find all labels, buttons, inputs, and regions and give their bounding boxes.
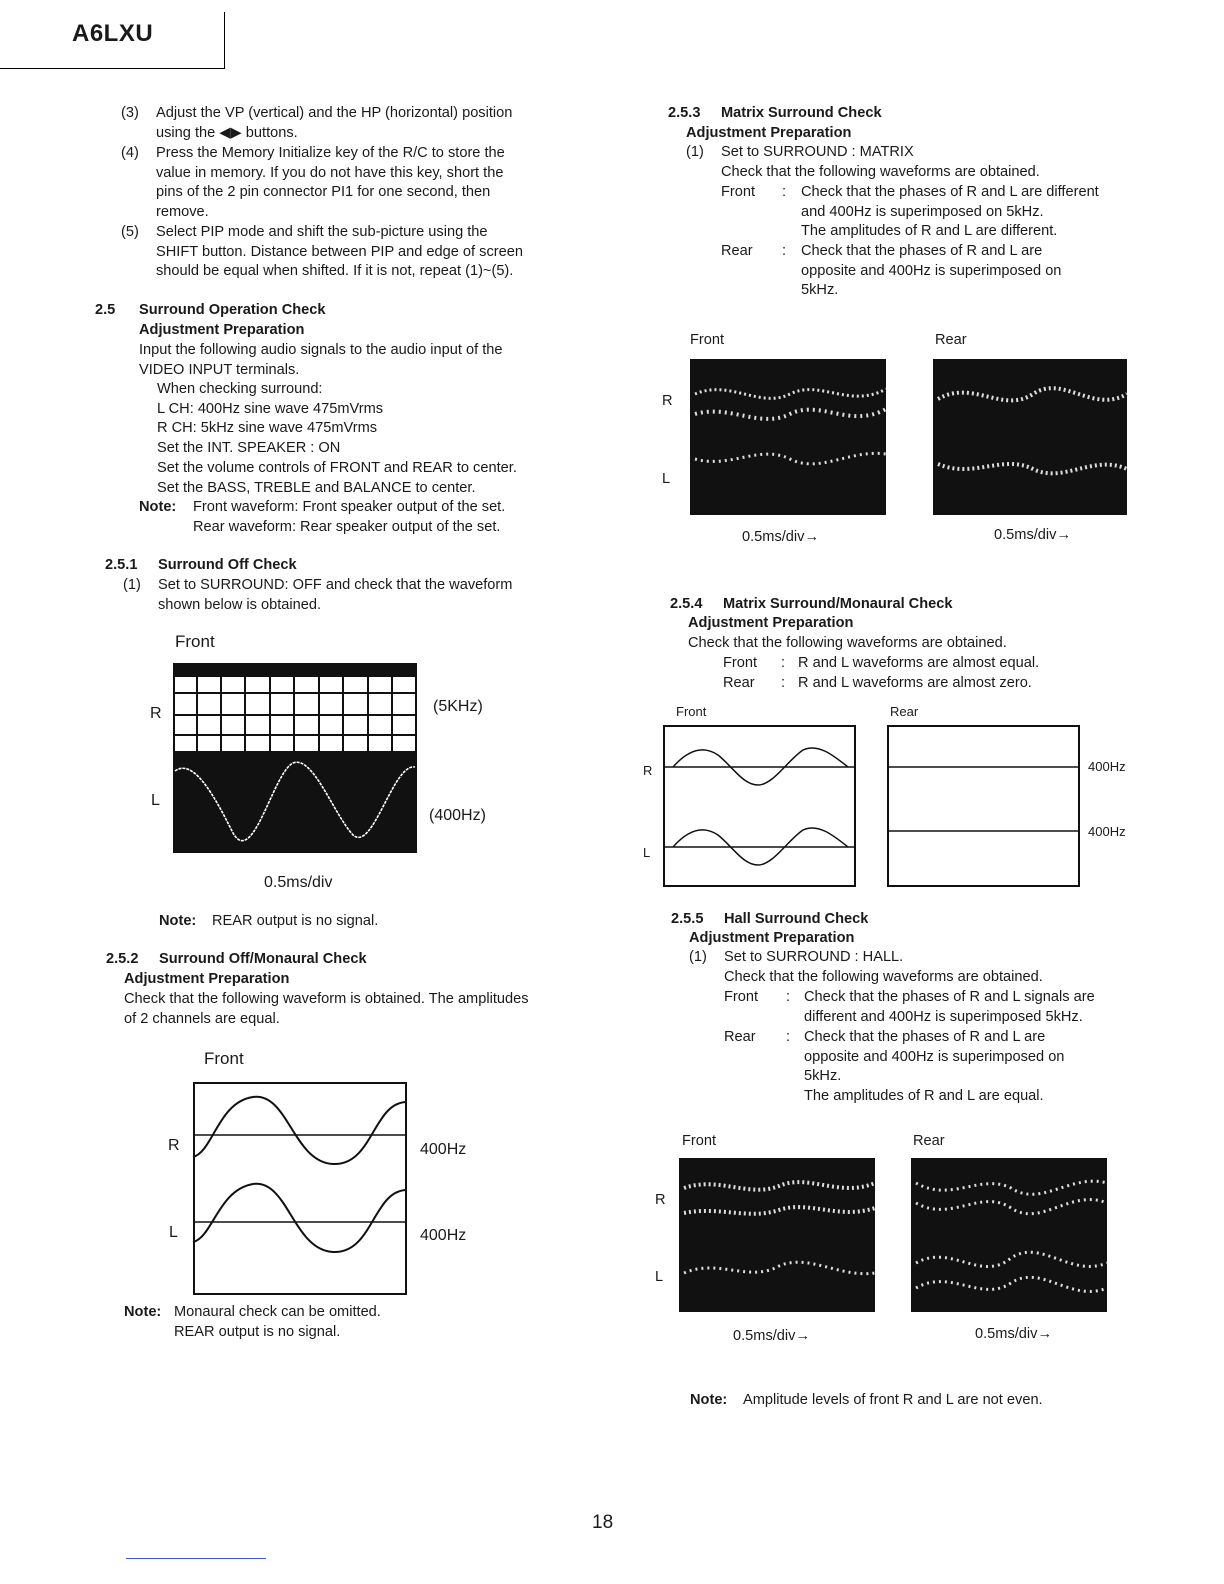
fig-254-f1: 400Hz <box>1088 759 1126 774</box>
fig-251-div: 0.5ms/div <box>264 874 333 891</box>
section-2-5-1-step: Set to SURROUND: OFF and check that the waveform shown below is obtained. <box>158 577 513 613</box>
section-2-5-4-title: Matrix Surround/Monaural Check <box>723 596 953 612</box>
fig-253-rear-scope <box>933 359 1127 515</box>
header-divider <box>224 12 225 69</box>
section-2-5-2-note: Monaural check can be omitted. REAR output is no signal. <box>174 1304 381 1340</box>
fig-252-r-label: R <box>168 1137 180 1154</box>
fig-254-front-scope <box>663 725 856 887</box>
fig-255-rear-scope <box>911 1158 1107 1312</box>
fig-254-r: R <box>643 763 653 778</box>
section-2-5-3-rear-label: Rear <box>721 243 753 259</box>
fig-255-l: L <box>655 1269 664 1285</box>
step-4-text: Press the Memory Initialize key of the R/C to store the value in memory. If you do not have this key, short the pins of the 2 pin connector PI1 for one second, then remove. <box>156 145 505 221</box>
fig-255-rear: Rear <box>913 1133 945 1149</box>
step-3-text: Adjust the VP (vertical) and the HP (horizontal) position using the ◀▶ buttons. <box>156 105 513 141</box>
section-2-5-2-title: Surround Off/Monaural Check <box>159 951 367 967</box>
fig-255-r: R <box>655 1192 666 1208</box>
section-2-5-items: When checking surround: L CH: 400Hz sine wave 475mVrms R CH: 5kHz sine wave 475mVrms Set the INT. SPEAKER : ON Set the volume controls of FRONT and REAR to center. Set the BASS, TREBLE and BALANCE to center. <box>157 381 517 496</box>
fig-254-rear: Rear <box>890 704 919 719</box>
section-2-5-5-check: Check that the following waveforms are obtained. <box>724 969 1043 985</box>
fig-254-rear-scope <box>887 725 1080 887</box>
section-2-5-4-rear-label: Rear <box>723 675 755 691</box>
fig-253-r: R <box>662 393 673 409</box>
section-2-5-3-front-label: Front <box>721 184 756 200</box>
fig-251-l-label: L <box>151 792 160 809</box>
section-2-5-4-rear-text: R and L waveforms are almost zero. <box>798 675 1032 691</box>
fig-254-f2: 400Hz <box>1088 824 1126 839</box>
section-2-5-2-prep: Adjustment Preparation <box>124 971 290 987</box>
section-2-5-5-note: Amplitude levels of front R and L are not even. <box>743 1392 1043 1408</box>
section-2-5-2-note-label: Note: <box>124 1304 162 1320</box>
section-2-5-3-title: Matrix Surround Check <box>721 105 882 121</box>
fig-254-l: L <box>643 845 651 860</box>
section-2-5-1-note-label: Note: <box>159 913 197 929</box>
colon: : <box>786 989 791 1005</box>
fig-255-div-front: 0.5ms/div→ <box>733 1328 811 1344</box>
step-5-text: Select PIP mode and shift the sub-picture using the SHIFT button. Distance between PIP and edge of screen should be equal when shifted. If it is not, repeat (1)~(5). <box>156 224 523 280</box>
section-2-5-3-step: Set to SURROUND : MATRIX <box>721 144 914 160</box>
step-3-num: (3) <box>121 105 139 121</box>
fig-251-title: Front <box>175 632 215 651</box>
section-2-5-5-step-num: (1) <box>689 949 707 965</box>
fig-252-title: Front <box>204 1049 244 1068</box>
section-2-5-5-step: Set to SURROUND : HALL. <box>724 949 904 965</box>
section-2-5-4-num: 2.5.4 <box>670 596 703 612</box>
fig-251-scope <box>173 663 417 853</box>
fig-253-front-scope <box>690 359 886 515</box>
fig-253-l: L <box>662 471 671 487</box>
footer-rule <box>126 1558 266 1559</box>
fig-255-div-rear: 0.5ms/div→ <box>975 1326 1053 1342</box>
fig-252-l-label: L <box>169 1224 178 1241</box>
fig-252-scope <box>193 1082 407 1295</box>
colon: : <box>781 675 786 691</box>
section-2-5-5-title: Hall Surround Check <box>724 911 869 927</box>
model-header: A6LXU <box>72 20 154 47</box>
step-4-num: (4) <box>121 145 139 161</box>
section-2-5-num: 2.5 <box>95 302 116 318</box>
section-2-5-3-check: Check that the following waveforms are obtained. <box>721 164 1040 180</box>
section-2-5-5-front-text: Check that the phases of R and L signals are different and 400Hz is superimposed 5kHz. <box>804 989 1095 1025</box>
section-2-5-title: Surround Operation Check <box>139 302 326 318</box>
section-2-5-5-rear-text: Check that the phases of R and L are opposite and 400Hz is superimposed on 5kHz. The amplitudes of R and L are equal. <box>804 1029 1065 1105</box>
fig-251-l-freq: (400Hz) <box>429 807 486 824</box>
section-2-5-4-prep: Adjustment Preparation <box>688 615 854 631</box>
header-underline <box>0 68 225 69</box>
colon: : <box>782 184 787 200</box>
section-2-5-4-front-text: R and L waveforms are almost equal. <box>798 655 1040 671</box>
section-2-5-3-prep: Adjustment Preparation <box>686 125 852 141</box>
section-2-5-4-front-label: Front <box>723 655 758 671</box>
fig-255-front-scope <box>679 1158 875 1312</box>
section-2-5-3-num: 2.5.3 <box>668 105 701 121</box>
fig-255-front: Front <box>682 1133 717 1149</box>
section-2-5-5-note-label: Note: <box>690 1392 728 1408</box>
section-2-5-1-num: 2.5.1 <box>105 557 138 573</box>
section-2-5-3-front-text: Check that the phases of R and L are different and 400Hz is superimposed on 5kHz. The amplitudes of R and L are different. <box>801 184 1099 240</box>
section-2-5-5-prep: Adjustment Preparation <box>689 930 855 946</box>
section-2-5-5-front-label: Front <box>724 989 759 1005</box>
section-2-5-1-note: REAR output is no signal. <box>212 913 379 929</box>
fig-251-r-freq: (5KHz) <box>433 698 483 715</box>
section-2-5-prep: Adjustment Preparation <box>139 322 305 338</box>
section-2-5-note: Front waveform: Front speaker output of the set. Rear waveform: Rear speaker output of the set. <box>193 499 506 535</box>
fig-251-r-label: R <box>150 705 162 722</box>
fig-253-front: Front <box>690 332 725 348</box>
section-2-5-5-num: 2.5.5 <box>671 911 704 927</box>
fig-253-div-rear: 0.5ms/div→ <box>994 527 1072 543</box>
colon: : <box>786 1029 791 1045</box>
section-2-5-3-rear-text: Check that the phases of R and L are opposite and 400Hz is superimposed on 5kHz. <box>801 243 1062 299</box>
colon: : <box>782 243 787 259</box>
section-2-5-intro: Input the following audio signals to the audio input of the VIDEO INPUT terminals. <box>139 342 503 378</box>
step-5-num: (5) <box>121 224 139 240</box>
section-2-5-5-rear-label: Rear <box>724 1029 756 1045</box>
fig-252-l-freq: 400Hz <box>420 1227 467 1244</box>
section-2-5-note-label: Note: <box>139 499 177 515</box>
section-2-5-2-num: 2.5.2 <box>106 951 139 967</box>
fig-254-front: Front <box>676 704 707 719</box>
fig-252-r-freq: 400Hz <box>420 1141 467 1158</box>
section-2-5-2-text: Check that the following waveform is obtained. The amplitudes of 2 channels are equal. <box>124 991 529 1027</box>
section-2-5-1-title: Surround Off Check <box>158 557 297 573</box>
fig-253-div-front: 0.5ms/div→ <box>742 529 820 545</box>
page-number: 18 <box>592 1512 614 1533</box>
section-2-5-4-check: Check that the following waveforms are obtained. <box>688 635 1007 651</box>
fig-253-rear: Rear <box>935 332 967 348</box>
section-2-5-1-step-num: (1) <box>123 577 141 593</box>
colon: : <box>781 655 786 671</box>
section-2-5-3-step-num: (1) <box>686 144 704 160</box>
